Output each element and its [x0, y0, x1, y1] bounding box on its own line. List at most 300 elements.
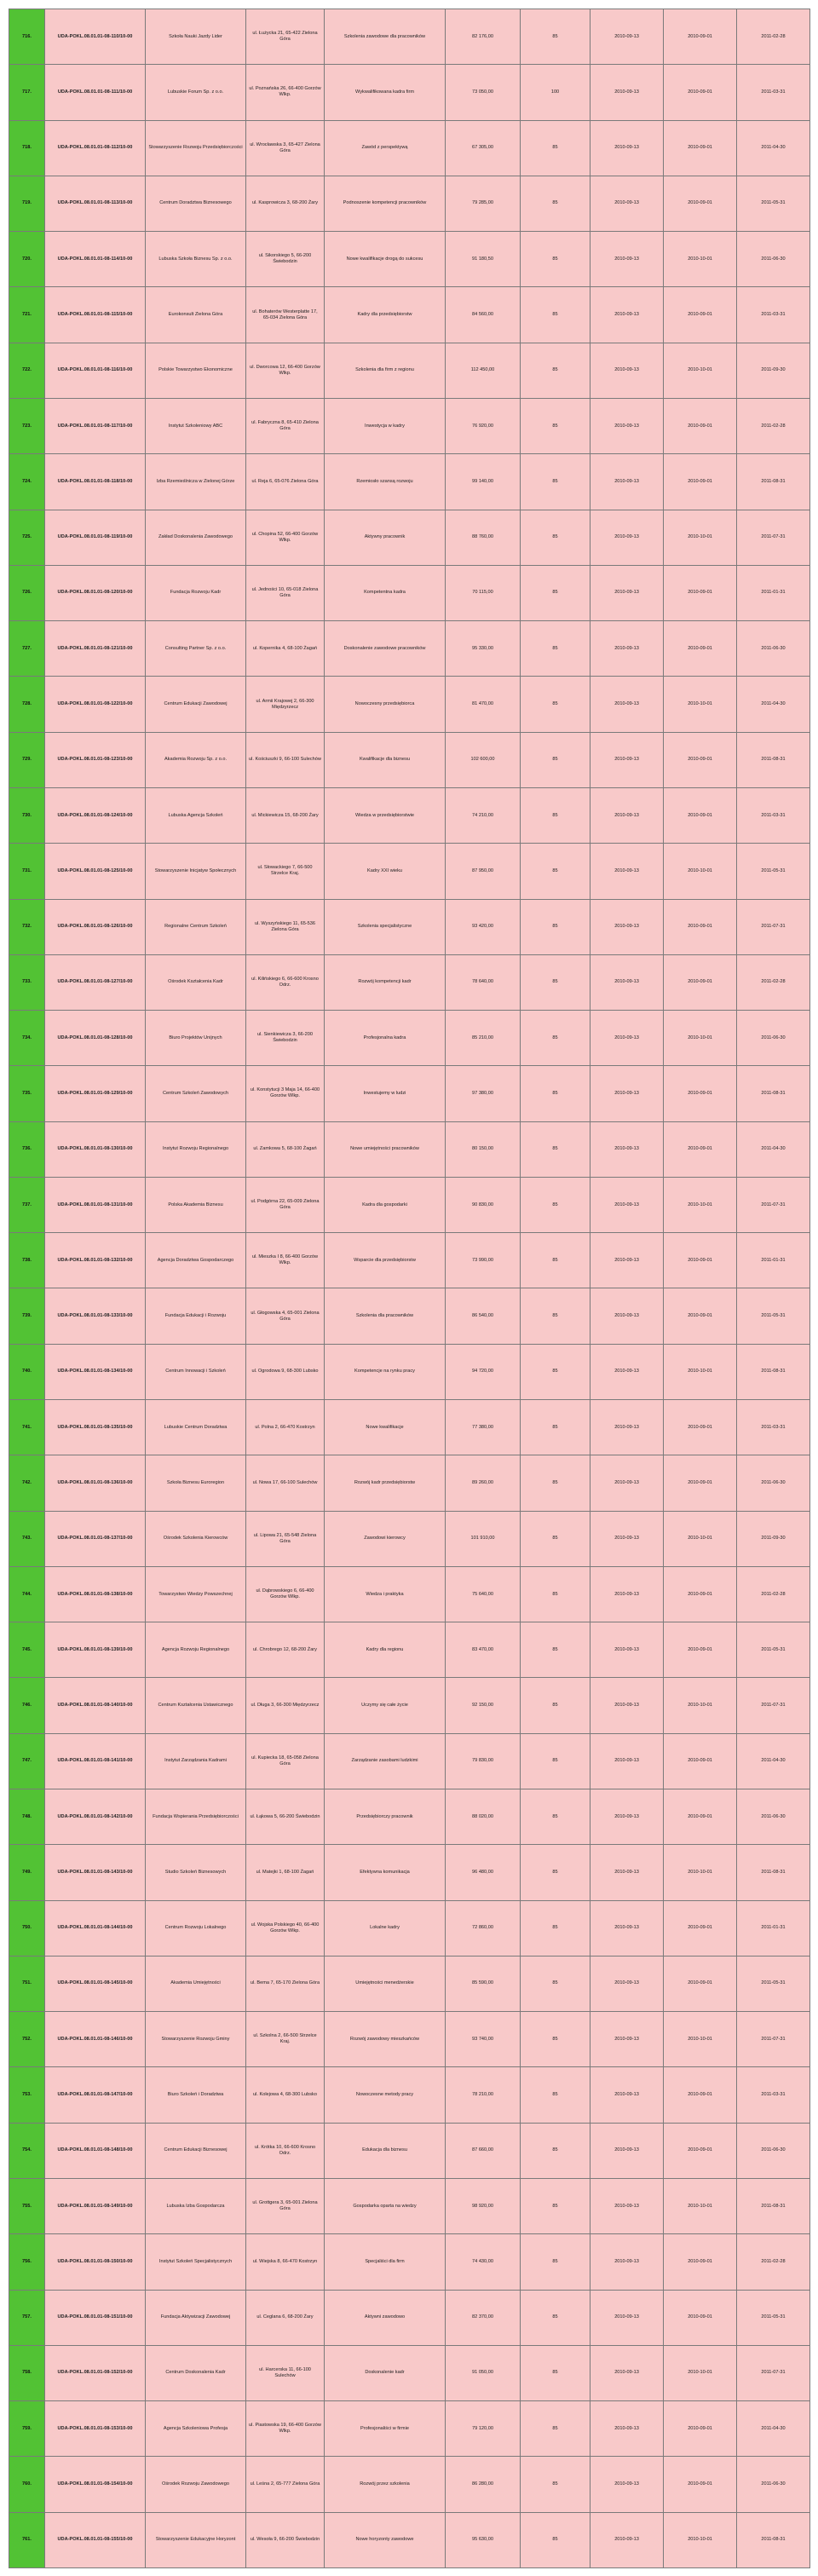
contract-number-cell: UDA-POKL.08.01.01-08-134/10-00 [45, 1344, 146, 1399]
table-row [9, 677, 810, 732]
contract-date-cell: 2010-09-13 [590, 1566, 664, 1622]
contract-number-cell: UDA-POKL.08.01.01-08-129/10-00 [45, 1066, 146, 1121]
start-date-cell: 2010-10-01 [664, 510, 737, 565]
contract-number-cell: UDA-POKL.08.01.01-08-127/10-00 [45, 954, 146, 1010]
address-cell: ul. Leśna 2, 65-777 Zielona Góra [246, 2457, 325, 2512]
address-cell: ul. Długa 3, 66-300 Międzyrzecz [246, 1678, 325, 1733]
end-date-cell: 2011-02-28 [737, 9, 810, 65]
end-date-cell: 2011-04-30 [737, 1121, 810, 1177]
start-date-cell: 2010-10-01 [664, 2178, 737, 2233]
contract-date-cell: 2010-09-13 [590, 1344, 664, 1399]
funding-percent-cell: 85 [521, 899, 590, 954]
funding-amount-cell: 79 120,00 [446, 2401, 521, 2457]
funding-amount-cell: 91 050,00 [446, 2345, 521, 2400]
contract-number-cell: UDA-POKL.08.01.01-08-117/10-00 [45, 398, 146, 453]
beneficiary-cell: Biuro Szkoleń i Doradztwa [146, 2067, 246, 2123]
beneficiary-cell: Stowarzyszenie Rozwoju Przedsiębiorczości [146, 120, 246, 176]
beneficiary-cell: Centrum Szkoleń Zawodowych [146, 1066, 246, 1121]
row-number: 755. [9, 2178, 45, 2233]
beneficiary-cell: Stowarzyszenie Edukacyjne Horyzont [146, 2512, 246, 2567]
row-number: 716. [9, 9, 45, 65]
beneficiary-cell: Consulting Partner Sp. z o.o. [146, 621, 246, 677]
table-row [9, 232, 810, 287]
funding-percent-cell: 85 [521, 1233, 590, 1288]
funding-amount-cell: 85 590,00 [446, 1956, 521, 2011]
funding-percent-cell: 85 [521, 398, 590, 453]
start-date-cell: 2010-09-01 [664, 2457, 737, 2512]
row-number: 749. [9, 1845, 45, 1900]
start-date-cell: 2010-09-01 [664, 732, 737, 787]
funding-amount-cell: 95 330,00 [446, 621, 521, 677]
address-cell: ul. Chopina 52, 66-400 Gorzów Wlkp. [246, 510, 325, 565]
project-title-cell: Rozwój przez szkolenia [325, 2457, 446, 2512]
beneficiary-cell: Izba Rzemieślnicza w Zielonej Górze [146, 454, 246, 510]
end-date-cell: 2011-03-31 [737, 287, 810, 343]
contract-date-cell: 2010-09-13 [590, 954, 664, 1010]
funding-amount-cell: 86 540,00 [446, 1288, 521, 1344]
contract-date-cell: 2010-09-13 [590, 2345, 664, 2400]
funding-amount-cell: 70 115,00 [446, 565, 521, 620]
row-number: 730. [9, 787, 45, 843]
start-date-cell: 2010-09-01 [664, 120, 737, 176]
start-date-cell: 2010-10-01 [664, 2512, 737, 2567]
end-date-cell: 2011-08-31 [737, 454, 810, 510]
row-number: 723. [9, 398, 45, 453]
funding-percent-cell: 85 [521, 954, 590, 1010]
beneficiary-cell: Centrum Edukacji Biznesowej [146, 2123, 246, 2178]
address-cell: ul. Sikorskiego 5, 66-200 Świebodzin [246, 232, 325, 287]
contract-date-cell: 2010-09-13 [590, 2178, 664, 2233]
table-row [9, 2123, 810, 2178]
table-row [9, 954, 810, 1010]
row-number: 732. [9, 899, 45, 954]
contract-date-cell: 2010-09-13 [590, 621, 664, 677]
table-row [9, 1956, 810, 2011]
row-number: 718. [9, 120, 45, 176]
end-date-cell: 2011-08-31 [737, 2178, 810, 2233]
contract-date-cell: 2010-09-13 [590, 2512, 664, 2567]
beneficiary-cell: Centrum Doradztwa Biznesowego [146, 176, 246, 231]
funding-percent-cell: 85 [521, 1845, 590, 1900]
contract-date-cell: 2010-09-13 [590, 1288, 664, 1344]
table-row [9, 2345, 810, 2400]
start-date-cell: 2010-10-01 [664, 1344, 737, 1399]
funding-amount-cell: 72 860,00 [446, 1900, 521, 1956]
table-row [9, 2401, 810, 2457]
project-title-cell: Inwestycja w kadry [325, 398, 446, 453]
table-row [9, 1511, 810, 1566]
address-cell: ul. Nowa 17, 66-100 Sulechów [246, 1455, 325, 1511]
table-row [9, 787, 810, 843]
table-row [9, 621, 810, 677]
funding-amount-cell: 99 140,00 [446, 454, 521, 510]
funding-percent-cell: 85 [521, 2178, 590, 2233]
row-number: 759. [9, 2401, 45, 2457]
project-title-cell: Lokalne kadry [325, 1900, 446, 1956]
contract-date-cell: 2010-09-13 [590, 899, 664, 954]
end-date-cell: 2011-05-31 [737, 844, 810, 899]
row-number: 744. [9, 1566, 45, 1622]
start-date-cell: 2010-09-01 [664, 1288, 737, 1344]
funding-percent-cell: 85 [521, 1566, 590, 1622]
funding-amount-cell: 82 176,00 [446, 9, 521, 65]
funding-percent-cell: 85 [521, 1066, 590, 1121]
start-date-cell: 2010-09-01 [664, 398, 737, 453]
project-title-cell: Specjaliści dla firm [325, 2234, 446, 2290]
table-row [9, 1011, 810, 1066]
project-title-cell: Kompetencje na rynku pracy [325, 1344, 446, 1399]
contract-date-cell: 2010-09-13 [590, 120, 664, 176]
funding-amount-cell: 101 910,00 [446, 1511, 521, 1566]
table-row [9, 1622, 810, 1678]
address-cell: ul. Dąbrowskiego 6, 66-400 Gorzów Wlkp. [246, 1566, 325, 1622]
address-cell: ul. Kolejowa 4, 68-300 Lubsko [246, 2067, 325, 2123]
funding-percent-cell: 85 [521, 454, 590, 510]
table-row [9, 2512, 810, 2567]
beneficiary-cell: Lubuska Agencja Szkoleń [146, 787, 246, 843]
address-cell: ul. Kilińskiego 6, 66-600 Krosno Odrz. [246, 954, 325, 1010]
beneficiary-cell: Agencja Szkoleniowa Profesja [146, 2401, 246, 2457]
contract-date-cell: 2010-09-13 [590, 1789, 664, 1845]
table-row [9, 510, 810, 565]
contract-number-cell: UDA-POKL.08.01.01-08-135/10-00 [45, 1400, 146, 1455]
start-date-cell: 2010-09-01 [664, 9, 737, 65]
row-number: 719. [9, 176, 45, 231]
project-title-cell: Rozwój zawodowy mieszkańców [325, 2012, 446, 2067]
beneficiary-cell: Ośrodek Szkolenia Kierowców [146, 1511, 246, 1566]
start-date-cell: 2010-09-01 [664, 1066, 737, 1121]
contract-date-cell: 2010-09-13 [590, 1845, 664, 1900]
contract-number-cell: UDA-POKL.08.01.01-08-120/10-00 [45, 565, 146, 620]
project-title-cell: Gospodarka oparta na wiedzy [325, 2178, 446, 2233]
address-cell: ul. Grottgera 3, 65-001 Zielona Góra [246, 2178, 325, 2233]
row-number: 747. [9, 1733, 45, 1789]
funding-percent-cell: 85 [521, 1288, 590, 1344]
contract-number-cell: UDA-POKL.08.01.01-08-113/10-00 [45, 176, 146, 231]
funding-percent-cell: 85 [521, 1956, 590, 2011]
funding-amount-cell: 88 760,00 [446, 510, 521, 565]
row-number: 727. [9, 621, 45, 677]
address-cell: ul. Mieszka I 8, 66-400 Gorzów Wlkp. [246, 1233, 325, 1288]
contract-date-cell: 2010-09-13 [590, 398, 664, 453]
contract-date-cell: 2010-09-13 [590, 1233, 664, 1288]
address-cell: ul. Ogrodowa 9, 68-300 Lubsko [246, 1344, 325, 1399]
project-title-cell: Profesjonalna kadra [325, 1011, 446, 1066]
contract-number-cell: UDA-POKL.08.01.01-08-116/10-00 [45, 343, 146, 398]
funding-amount-cell: 91 180,50 [446, 232, 521, 287]
funding-amount-cell: 78 210,00 [446, 2067, 521, 2123]
funding-amount-cell: 84 560,00 [446, 287, 521, 343]
end-date-cell: 2011-04-30 [737, 120, 810, 176]
address-cell: ul. Wyszyńskiego 11, 65-536 Zielona Góra [246, 899, 325, 954]
project-title-cell: Rozwój kompetencji kadr [325, 954, 446, 1010]
contract-number-cell: UDA-POKL.08.01.01-08-150/10-00 [45, 2234, 146, 2290]
funding-percent-cell: 85 [521, 1177, 590, 1232]
beneficiary-cell: Fundacja Edukacji i Rozwoju [146, 1288, 246, 1344]
funding-amount-cell: 76 920,00 [446, 398, 521, 453]
project-title-cell: Zawodowi kierowcy [325, 1511, 446, 1566]
address-cell: ul. Kopernika 4, 68-100 Żagań [246, 621, 325, 677]
funding-percent-cell: 85 [521, 1511, 590, 1566]
funding-amount-cell: 112 450,00 [446, 343, 521, 398]
funding-percent-cell: 85 [521, 621, 590, 677]
beneficiary-cell: Zakład Doskonalenia Zawodowego [146, 510, 246, 565]
beneficiary-cell: Instytut Szkoleń Specjalistycznych [146, 2234, 246, 2290]
start-date-cell: 2010-09-01 [664, 65, 737, 120]
address-cell: ul. Sienkiewicza 3, 66-200 Świebodzin [246, 1011, 325, 1066]
end-date-cell: 2011-02-28 [737, 398, 810, 453]
start-date-cell: 2010-10-01 [664, 2012, 737, 2067]
funding-percent-cell: 85 [521, 120, 590, 176]
beneficiary-cell: Lubuska Szkoła Biznesu Sp. z o.o. [146, 232, 246, 287]
address-cell: ul. Ceglana 6, 68-200 Żary [246, 2290, 325, 2345]
table-row [9, 454, 810, 510]
contract-number-cell: UDA-POKL.08.01.01-08-130/10-00 [45, 1121, 146, 1177]
contract-date-cell: 2010-09-13 [590, 1066, 664, 1121]
row-number: 733. [9, 954, 45, 1010]
start-date-cell: 2010-09-01 [664, 1455, 737, 1511]
contract-number-cell: UDA-POKL.08.01.01-08-145/10-00 [45, 1956, 146, 2011]
contract-number-cell: UDA-POKL.08.01.01-08-121/10-00 [45, 621, 146, 677]
beneficiary-cell: Centrum Rozwoju Lokalnego [146, 1900, 246, 1956]
contract-number-cell: UDA-POKL.08.01.01-08-155/10-00 [45, 2512, 146, 2567]
table-row [9, 732, 810, 787]
contract-number-cell: UDA-POKL.08.01.01-08-146/10-00 [45, 2012, 146, 2067]
row-number: 742. [9, 1455, 45, 1511]
funding-percent-cell: 85 [521, 1622, 590, 1678]
address-cell: ul. Podgórna 22, 65-009 Zielona Góra [246, 1177, 325, 1232]
start-date-cell: 2010-10-01 [664, 844, 737, 899]
beneficiary-cell: Polska Akademia Biznesu [146, 1177, 246, 1232]
start-date-cell: 2010-10-01 [664, 1678, 737, 1733]
address-cell: ul. Reja 6, 65-076 Zielona Góra [246, 454, 325, 510]
table-row [9, 1789, 810, 1845]
table-row [9, 2290, 810, 2345]
contract-date-cell: 2010-09-13 [590, 65, 664, 120]
start-date-cell: 2010-09-01 [664, 454, 737, 510]
contract-date-cell: 2010-09-13 [590, 232, 664, 287]
contract-date-cell: 2010-09-13 [590, 454, 664, 510]
beneficiary-cell: Fundacja Wspierania Przedsiębiorczości [146, 1789, 246, 1845]
beneficiary-cell: Towarzystwo Wiedzy Powszechnej [146, 1566, 246, 1622]
row-number: 739. [9, 1288, 45, 1344]
end-date-cell: 2011-05-31 [737, 2290, 810, 2345]
table-row [9, 1455, 810, 1511]
start-date-cell: 2010-09-01 [664, 2123, 737, 2178]
contract-number-cell: UDA-POKL.08.01.01-08-142/10-00 [45, 1789, 146, 1845]
project-title-cell: Aktywni zawodowo [325, 2290, 446, 2345]
contract-number-cell: UDA-POKL.08.01.01-08-137/10-00 [45, 1511, 146, 1566]
project-title-cell: Nowe horyzonty zawodowe [325, 2512, 446, 2567]
funding-amount-cell: 81 470,00 [446, 677, 521, 732]
contract-number-cell: UDA-POKL.08.01.01-08-136/10-00 [45, 1455, 146, 1511]
contract-number-cell: UDA-POKL.08.01.01-08-147/10-00 [45, 2067, 146, 2123]
funding-percent-cell: 85 [521, 287, 590, 343]
beneficiary-cell: Lubuska Izba Gospodarcza [146, 2178, 246, 2233]
funding-amount-cell: 90 830,00 [446, 1177, 521, 1232]
table-body [9, 9, 810, 2568]
address-cell: ul. Jedności 10, 65-018 Zielona Góra [246, 565, 325, 620]
funding-percent-cell: 85 [521, 844, 590, 899]
contract-number-cell: UDA-POKL.08.01.01-08-139/10-00 [45, 1622, 146, 1678]
funding-percent-cell: 85 [521, 176, 590, 231]
contract-number-cell: UDA-POKL.08.01.01-08-140/10-00 [45, 1678, 146, 1733]
contract-number-cell: UDA-POKL.08.01.01-08-112/10-00 [45, 120, 146, 176]
start-date-cell: 2010-09-01 [664, 1789, 737, 1845]
row-number: 745. [9, 1622, 45, 1678]
project-title-cell: Efektywna komunikacja [325, 1845, 446, 1900]
contract-date-cell: 2010-09-13 [590, 1011, 664, 1066]
funding-amount-cell: 87 660,00 [446, 2123, 521, 2178]
contract-number-cell: UDA-POKL.08.01.01-08-143/10-00 [45, 1845, 146, 1900]
end-date-cell: 2011-08-31 [737, 2512, 810, 2567]
end-date-cell: 2011-06-30 [737, 1789, 810, 1845]
funding-amount-cell: 93 740,00 [446, 2012, 521, 2067]
contract-number-cell: UDA-POKL.08.01.01-08-144/10-00 [45, 1900, 146, 1956]
funding-amount-cell: 96 480,00 [446, 1845, 521, 1900]
row-number: 731. [9, 844, 45, 899]
end-date-cell: 2011-07-31 [737, 1177, 810, 1232]
end-date-cell: 2011-03-31 [737, 2067, 810, 2123]
contract-date-cell: 2010-09-13 [590, 2401, 664, 2457]
start-date-cell: 2010-10-01 [664, 2345, 737, 2400]
table-row [9, 1733, 810, 1789]
address-cell: ul. Konstytucji 3 Maja 14, 66-400 Gorzów Wlkp. [246, 1066, 325, 1121]
funding-percent-cell: 85 [521, 787, 590, 843]
funding-percent-cell: 85 [521, 1900, 590, 1956]
project-title-cell: Nowe umiejętności pracowników [325, 1121, 446, 1177]
funding-amount-cell: 73 990,00 [446, 1233, 521, 1288]
beneficiary-cell: Regionalne Centrum Szkoleń [146, 899, 246, 954]
start-date-cell: 2010-09-01 [664, 2290, 737, 2345]
row-number: 752. [9, 2012, 45, 2067]
funding-percent-cell: 85 [521, 2290, 590, 2345]
contract-date-cell: 2010-09-13 [590, 510, 664, 565]
beneficiary-cell: Ośrodek Rozwoju Zawodowego [146, 2457, 246, 2512]
funding-amount-cell: 79 830,00 [446, 1733, 521, 1789]
table-row [9, 2234, 810, 2290]
contract-number-cell: UDA-POKL.08.01.01-08-151/10-00 [45, 2290, 146, 2345]
address-cell: ul. Wrocławska 3, 65-427 Zielona Góra [246, 120, 325, 176]
address-cell: ul. Poznańska 26, 66-400 Gorzów Wlkp. [246, 65, 325, 120]
project-title-cell: Uczymy się całe życie [325, 1678, 446, 1733]
contract-number-cell: UDA-POKL.08.01.01-08-141/10-00 [45, 1733, 146, 1789]
beneficiary-cell: Fundacja Rozwoju Kadr [146, 565, 246, 620]
table-row [9, 1845, 810, 1900]
beneficiary-cell: Instytut Szkoleniowy ABC [146, 398, 246, 453]
address-cell: ul. Matejki 1, 68-100 Żagań [246, 1845, 325, 1900]
end-date-cell: 2011-01-31 [737, 1900, 810, 1956]
row-number: 720. [9, 232, 45, 287]
project-title-cell: Wiedza w przedsiębiorstwie [325, 787, 446, 843]
project-title-cell: Kadry dla przedsiębiorstw [325, 287, 446, 343]
row-number: 741. [9, 1400, 45, 1455]
table-row [9, 1066, 810, 1121]
contract-date-cell: 2010-09-13 [590, 1733, 664, 1789]
row-number: 761. [9, 2512, 45, 2567]
start-date-cell: 2010-09-01 [664, 1233, 737, 1288]
project-title-cell: Aktywny pracownik [325, 510, 446, 565]
start-date-cell: 2010-09-01 [664, 1400, 737, 1455]
row-number: 721. [9, 287, 45, 343]
start-date-cell: 2010-09-01 [664, 2067, 737, 2123]
funding-percent-cell: 85 [521, 2345, 590, 2400]
start-date-cell: 2010-09-01 [664, 954, 737, 1010]
address-cell: ul. Wiejska 8, 66-470 Kostrzyn [246, 2234, 325, 2290]
beneficiary-cell: Fundacja Aktywizacji Zawodowej [146, 2290, 246, 2345]
project-title-cell: Wiedza i praktyka [325, 1566, 446, 1622]
project-title-cell: Przedsiębiorczy pracownik [325, 1789, 446, 1845]
funding-percent-cell: 85 [521, 677, 590, 732]
funding-amount-cell: 95 630,00 [446, 2512, 521, 2567]
table-row [9, 1288, 810, 1344]
end-date-cell: 2011-05-31 [737, 1288, 810, 1344]
funding-percent-cell: 85 [521, 9, 590, 65]
funding-amount-cell: 89 260,00 [446, 1455, 521, 1511]
beneficiary-cell: Stowarzyszenie Rozwoju Gminy [146, 2012, 246, 2067]
funding-percent-cell: 85 [521, 343, 590, 398]
start-date-cell: 2010-09-01 [664, 1622, 737, 1678]
contract-date-cell: 2010-09-13 [590, 1511, 664, 1566]
funding-amount-cell: 74 430,00 [446, 2234, 521, 2290]
beneficiary-cell: Lubuskie Centrum Doradztwa [146, 1400, 246, 1455]
start-date-cell: 2010-09-01 [664, 1566, 737, 1622]
contract-date-cell: 2010-09-13 [590, 732, 664, 787]
project-title-cell: Kadra dla gospodarki [325, 1177, 446, 1232]
end-date-cell: 2011-03-31 [737, 787, 810, 843]
table-row [9, 1233, 810, 1288]
beneficiary-cell: Szkoła Biznesu Euroregion [146, 1455, 246, 1511]
project-title-cell: Umiejętności menedżerskie [325, 1956, 446, 2011]
end-date-cell: 2011-04-30 [737, 2401, 810, 2457]
row-number: 725. [9, 510, 45, 565]
contract-date-cell: 2010-09-13 [590, 1956, 664, 2011]
end-date-cell: 2011-07-31 [737, 1678, 810, 1733]
project-title-cell: Inwestujemy w ludzi [325, 1066, 446, 1121]
beneficiary-cell: Instytut Rozwoju Regionalnego [146, 1121, 246, 1177]
start-date-cell: 2010-10-01 [664, 232, 737, 287]
beneficiary-cell: Stowarzyszenie Inicjatyw Społecznych [146, 844, 246, 899]
contract-number-cell: UDA-POKL.08.01.01-08-154/10-00 [45, 2457, 146, 2512]
contract-number-cell: UDA-POKL.08.01.01-08-133/10-00 [45, 1288, 146, 1344]
funding-amount-cell: 93 420,00 [446, 899, 521, 954]
funding-amount-cell: 92 150,00 [446, 1678, 521, 1733]
address-cell: ul. Harcerska 11, 66-100 Sulechów [246, 2345, 325, 2400]
end-date-cell: 2011-06-30 [737, 232, 810, 287]
funding-amount-cell: 78 640,00 [446, 954, 521, 1010]
contract-number-cell: UDA-POKL.08.01.01-08-115/10-00 [45, 287, 146, 343]
table-row [9, 565, 810, 620]
project-title-cell: Edukacja dla biznesu [325, 2123, 446, 2178]
end-date-cell: 2011-09-30 [737, 1511, 810, 1566]
row-number: 736. [9, 1121, 45, 1177]
end-date-cell: 2011-07-31 [737, 899, 810, 954]
end-date-cell: 2011-06-30 [737, 1011, 810, 1066]
funding-percent-cell: 85 [521, 2234, 590, 2290]
funding-amount-cell: 74 210,00 [446, 787, 521, 843]
start-date-cell: 2010-09-01 [664, 1900, 737, 1956]
contract-number-cell: UDA-POKL.08.01.01-08-125/10-00 [45, 844, 146, 899]
project-title-cell: Zawód z perspektywą [325, 120, 446, 176]
contract-date-cell: 2010-09-13 [590, 1455, 664, 1511]
beneficiary-cell: Centrum Kształcenia Ustawicznego [146, 1678, 246, 1733]
contract-date-cell: 2010-09-13 [590, 2290, 664, 2345]
contract-date-cell: 2010-09-13 [590, 2457, 664, 2512]
row-number: 753. [9, 2067, 45, 2123]
funding-percent-cell: 85 [521, 232, 590, 287]
start-date-cell: 2010-10-01 [664, 1845, 737, 1900]
funding-amount-cell: 73 050,00 [446, 65, 521, 120]
